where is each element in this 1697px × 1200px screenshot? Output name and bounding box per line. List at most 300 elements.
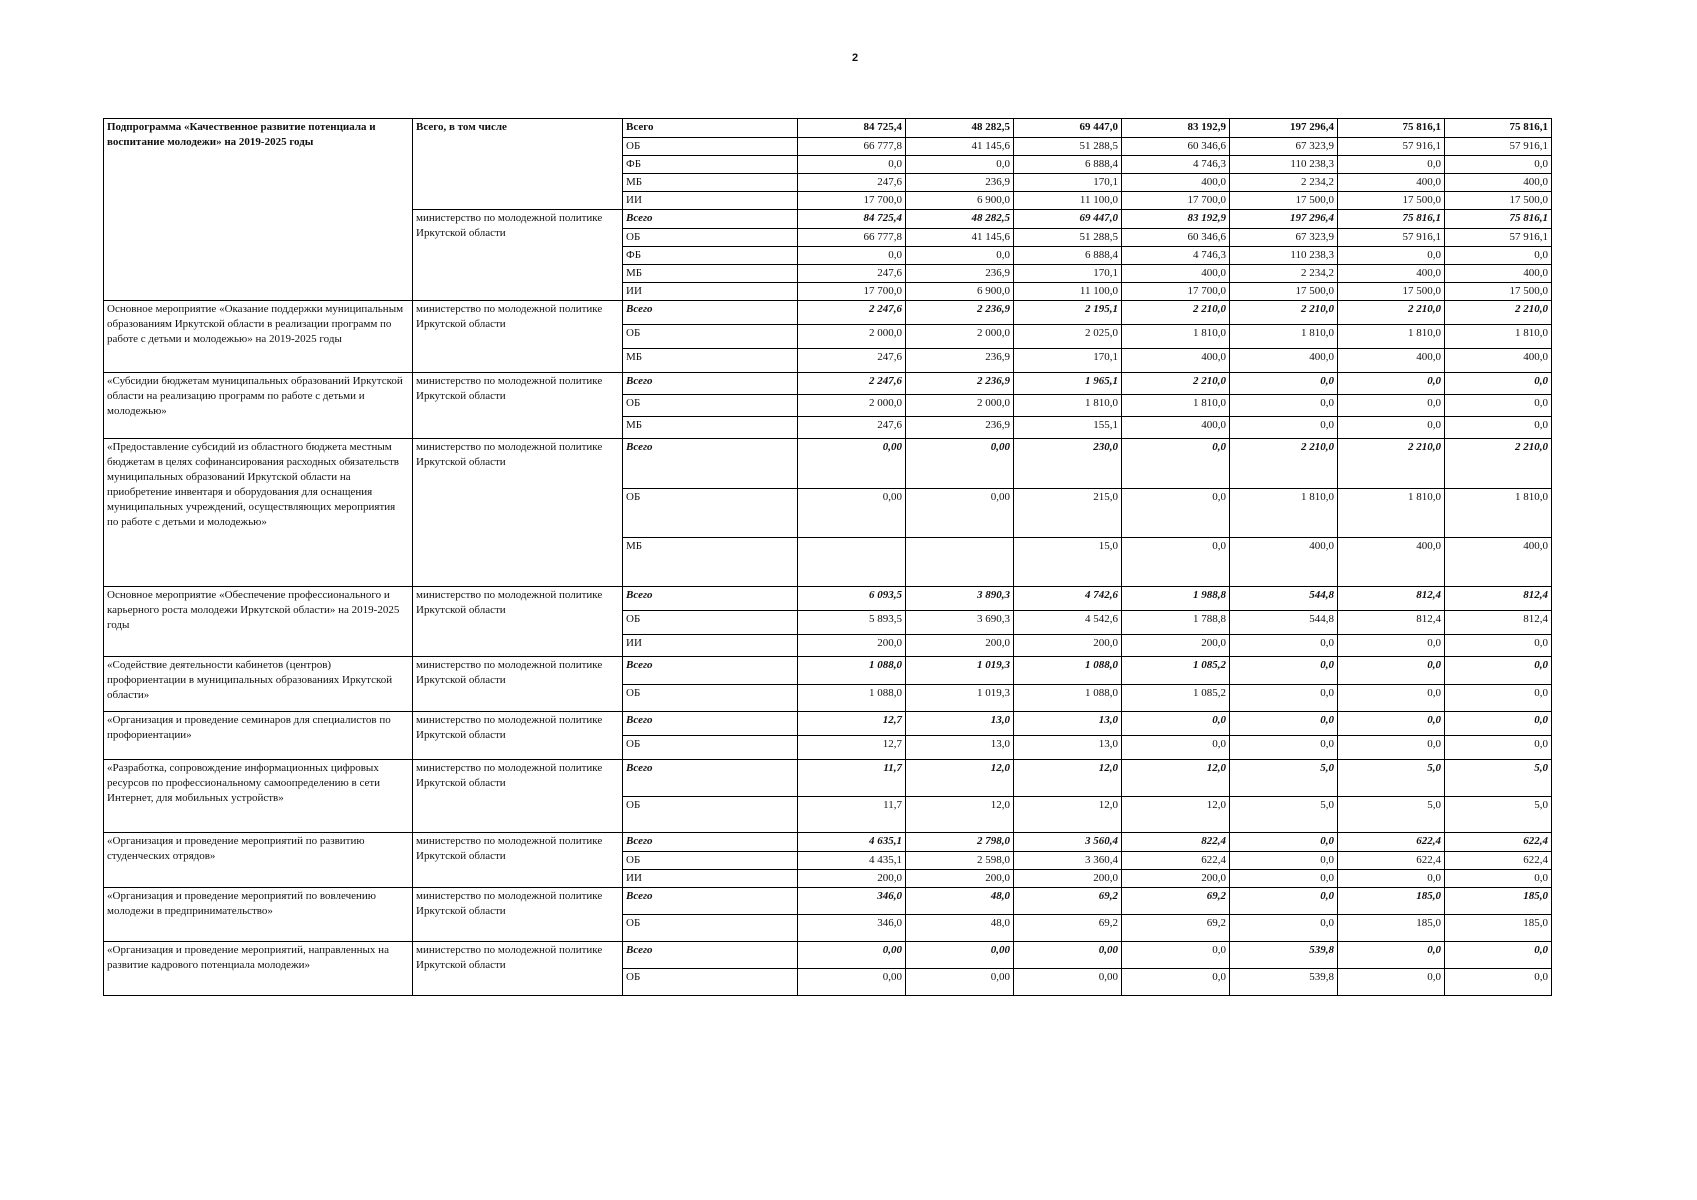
table-row	[104, 712, 1552, 736]
value-cell: 48 282,5	[906, 210, 1014, 229]
table-row	[104, 301, 1552, 325]
funding-source: МБ	[623, 417, 798, 439]
value-cell: 48,0	[906, 915, 1014, 942]
funding-source: Всего	[623, 657, 798, 685]
value-cell: 0,00	[798, 969, 906, 996]
value-cell: 3 690,3	[906, 611, 1014, 635]
value-cell: 2 000,0	[798, 395, 906, 417]
budget-table	[103, 118, 1552, 996]
value-cell: 0,0	[1122, 439, 1230, 489]
value-cell: 69,2	[1014, 915, 1122, 942]
value-cell: 2 000,0	[798, 325, 906, 349]
value-cell: 0,00	[798, 439, 906, 489]
value-cell: 11,7	[798, 760, 906, 797]
value-cell: 1 088,0	[798, 685, 906, 712]
row-executor: министерство по молодежной политике Иркутской области	[413, 301, 623, 373]
value-cell: 6 900,0	[906, 283, 1014, 301]
funding-source: Всего	[623, 439, 798, 489]
value-cell: 2 025,0	[1014, 325, 1122, 349]
value-cell: 812,4	[1338, 587, 1445, 611]
value-cell: 400,0	[1445, 265, 1552, 283]
value-cell: 2 210,0	[1122, 301, 1230, 325]
value-cell: 0,0	[1230, 852, 1338, 870]
funding-source: ОБ	[623, 685, 798, 712]
value-cell: 4 635,1	[798, 833, 906, 852]
value-cell: 12,0	[1014, 797, 1122, 833]
value-cell: 51 288,5	[1014, 138, 1122, 156]
value-cell: 0,0	[1445, 156, 1552, 174]
row-executor: министерство по молодежной политике Иркутской области	[413, 712, 623, 760]
value-cell: 400,0	[1122, 265, 1230, 283]
value-cell: 346,0	[798, 915, 906, 942]
value-cell: 12,0	[906, 760, 1014, 797]
value-cell: 197 296,4	[1230, 119, 1338, 138]
funding-source: Всего	[623, 760, 798, 797]
table-row	[104, 942, 1552, 969]
value-cell: 6 888,4	[1014, 156, 1122, 174]
value-cell: 0,0	[1230, 712, 1338, 736]
value-cell: 2 000,0	[906, 325, 1014, 349]
value-cell: 2 210,0	[1230, 439, 1338, 489]
value-cell: 1 019,3	[906, 685, 1014, 712]
value-cell: 57 916,1	[1338, 138, 1445, 156]
value-cell: 0,0	[1338, 657, 1445, 685]
value-cell: 5,0	[1338, 797, 1445, 833]
value-cell: 0,0	[1445, 969, 1552, 996]
table-row	[104, 119, 1552, 138]
value-cell: 4 435,1	[798, 852, 906, 870]
row-executor: министерство по молодежной политике Иркутской области	[413, 587, 623, 657]
value-cell: 236,9	[906, 417, 1014, 439]
value-cell: 622,4	[1338, 852, 1445, 870]
funding-source: Всего	[623, 210, 798, 229]
funding-source: ОБ	[623, 325, 798, 349]
value-cell: 83 192,9	[1122, 119, 1230, 138]
value-cell: 0,0	[1338, 685, 1445, 712]
value-cell: 3 360,4	[1014, 852, 1122, 870]
value-cell: 197 296,4	[1230, 210, 1338, 229]
value-cell: 2 210,0	[1122, 373, 1230, 395]
value-cell: 0,0	[1445, 942, 1552, 969]
funding-source: ОБ	[623, 489, 798, 538]
value-cell: 1 810,0	[1338, 325, 1445, 349]
value-cell: 622,4	[1122, 852, 1230, 870]
funding-source: Всего	[623, 833, 798, 852]
value-cell: 5,0	[1230, 797, 1338, 833]
value-cell: 60 346,6	[1122, 229, 1230, 247]
table-body	[104, 119, 1552, 996]
value-cell: 0,0	[1445, 685, 1552, 712]
funding-source: Всего	[623, 119, 798, 138]
value-cell: 2 247,6	[798, 373, 906, 395]
value-cell: 230,0	[1014, 439, 1122, 489]
value-cell: 0,0	[1338, 712, 1445, 736]
value-cell: 247,6	[798, 265, 906, 283]
value-cell: 0,00	[798, 489, 906, 538]
value-cell: 1 088,0	[1014, 685, 1122, 712]
value-cell: 84 725,4	[798, 210, 906, 229]
value-cell: 0,00	[1014, 969, 1122, 996]
value-cell: 2 000,0	[906, 395, 1014, 417]
value-cell: 346,0	[798, 888, 906, 915]
value-cell: 4 742,6	[1014, 587, 1122, 611]
value-cell: 66 777,8	[798, 138, 906, 156]
funding-source: Всего	[623, 587, 798, 611]
value-cell: 60 346,6	[1122, 138, 1230, 156]
funding-source: ИИ	[623, 870, 798, 888]
value-cell: 0,0	[1230, 888, 1338, 915]
value-cell: 69,2	[1122, 915, 1230, 942]
value-cell: 400,0	[1445, 538, 1552, 587]
value-cell: 17 500,0	[1230, 192, 1338, 210]
value-cell: 5,0	[1230, 760, 1338, 797]
row-executor: Всего, в том числе	[413, 119, 623, 210]
value-cell: 0,0	[1230, 417, 1338, 439]
value-cell: 6 900,0	[906, 192, 1014, 210]
value-cell: 0,00	[1014, 942, 1122, 969]
value-cell: 0,0	[1230, 870, 1338, 888]
value-cell: 0,0	[1122, 489, 1230, 538]
value-cell: 2 210,0	[1445, 439, 1552, 489]
value-cell: 1 810,0	[1230, 489, 1338, 538]
value-cell: 0,0	[1338, 736, 1445, 760]
value-cell: 5,0	[1338, 760, 1445, 797]
value-cell: 0,0	[1445, 635, 1552, 657]
value-cell: 67 323,9	[1230, 138, 1338, 156]
value-cell: 17 700,0	[798, 192, 906, 210]
value-cell: 0,00	[906, 969, 1014, 996]
table-row	[104, 657, 1552, 685]
row-name: «Организация и проведение семинаров для специалистов по профориентации»	[104, 712, 413, 760]
funding-source: ОБ	[623, 611, 798, 635]
value-cell: 0,0	[1445, 870, 1552, 888]
value-cell: 812,4	[1338, 611, 1445, 635]
value-cell: 185,0	[1338, 888, 1445, 915]
value-cell: 170,1	[1014, 174, 1122, 192]
funding-source: ОБ	[623, 797, 798, 833]
value-cell: 0,0	[1230, 736, 1338, 760]
value-cell: 41 145,6	[906, 138, 1014, 156]
value-cell: 0,0	[1338, 635, 1445, 657]
value-cell: 75 816,1	[1445, 119, 1552, 138]
funding-source: ОБ	[623, 736, 798, 760]
value-cell: 0,0	[1230, 635, 1338, 657]
value-cell: 11,7	[798, 797, 906, 833]
value-cell: 400,0	[1122, 349, 1230, 373]
value-cell: 400,0	[1122, 174, 1230, 192]
row-executor: министерство по молодежной политике Иркутской области	[413, 210, 623, 301]
value-cell: 5,0	[1445, 797, 1552, 833]
value-cell: 0,0	[1338, 969, 1445, 996]
value-cell: 200,0	[1014, 870, 1122, 888]
value-cell: 0,0	[1122, 969, 1230, 996]
value-cell: 17 500,0	[1445, 192, 1552, 210]
row-executor: министерство по молодежной политике Иркутской области	[413, 657, 623, 712]
value-cell	[906, 538, 1014, 587]
value-cell: 75 816,1	[1445, 210, 1552, 229]
value-cell: 110 238,3	[1230, 156, 1338, 174]
value-cell: 11 100,0	[1014, 283, 1122, 301]
value-cell: 0,0	[1338, 870, 1445, 888]
value-cell: 0,0	[1445, 247, 1552, 265]
value-cell: 12,7	[798, 736, 906, 760]
value-cell: 400,0	[1230, 538, 1338, 587]
value-cell: 2 234,2	[1230, 174, 1338, 192]
value-cell: 236,9	[906, 265, 1014, 283]
value-cell: 0,0	[1338, 395, 1445, 417]
value-cell: 185,0	[1338, 915, 1445, 942]
value-cell: 1 019,3	[906, 657, 1014, 685]
value-cell: 0,0	[906, 156, 1014, 174]
funding-source: ОБ	[623, 852, 798, 870]
value-cell: 1 788,8	[1122, 611, 1230, 635]
value-cell: 812,4	[1445, 611, 1552, 635]
value-cell: 1 085,2	[1122, 657, 1230, 685]
funding-source: ОБ	[623, 915, 798, 942]
value-cell: 12,0	[1122, 760, 1230, 797]
funding-source: МБ	[623, 538, 798, 587]
value-cell: 1 085,2	[1122, 685, 1230, 712]
value-cell: 2 210,0	[1445, 301, 1552, 325]
value-cell: 51 288,5	[1014, 229, 1122, 247]
value-cell: 0,00	[798, 942, 906, 969]
value-cell: 1 988,8	[1122, 587, 1230, 611]
value-cell: 57 916,1	[1445, 138, 1552, 156]
value-cell: 0,0	[1445, 657, 1552, 685]
row-name: «Разработка, сопровождение информационных цифровых ресурсов по профессиональному самоопределению в сети Интернет, для мобильных устройств»	[104, 760, 413, 833]
value-cell: 2 798,0	[906, 833, 1014, 852]
funding-source: Всего	[623, 373, 798, 395]
value-cell: 0,0	[1338, 942, 1445, 969]
value-cell: 13,0	[1014, 712, 1122, 736]
funding-source: ОБ	[623, 229, 798, 247]
value-cell: 215,0	[1014, 489, 1122, 538]
value-cell: 6 888,4	[1014, 247, 1122, 265]
table-row	[104, 760, 1552, 797]
value-cell: 12,0	[906, 797, 1014, 833]
value-cell: 236,9	[906, 349, 1014, 373]
value-cell: 0,0	[798, 247, 906, 265]
value-cell: 822,4	[1122, 833, 1230, 852]
row-executor: министерство по молодежной политике Иркутской области	[413, 760, 623, 833]
table-row	[104, 833, 1552, 852]
row-name: «Предоставление субсидий из областного бюджета местным бюджетам в целях софинансирования расходных обязательств муниципальных образований Иркутской области на приобретение инвентаря и оборудования для оснащения муниципальных учреждений, осуществляющих мероприятия по работе с детьми и молодежью»	[104, 439, 413, 587]
value-cell: 17 700,0	[798, 283, 906, 301]
value-cell: 400,0	[1338, 349, 1445, 373]
value-cell: 1 088,0	[1014, 657, 1122, 685]
row-executor: министерство по молодежной политике Иркутской области	[413, 888, 623, 942]
value-cell: 400,0	[1338, 538, 1445, 587]
value-cell: 12,0	[1014, 760, 1122, 797]
row-name: «Организация и проведение мероприятий по развитию студенческих отрядов»	[104, 833, 413, 888]
value-cell: 0,0	[1445, 395, 1552, 417]
value-cell: 0,0	[1338, 156, 1445, 174]
value-cell: 17 700,0	[1122, 283, 1230, 301]
value-cell: 2 234,2	[1230, 265, 1338, 283]
value-cell: 200,0	[1014, 635, 1122, 657]
value-cell: 200,0	[906, 635, 1014, 657]
value-cell: 400,0	[1445, 174, 1552, 192]
value-cell: 0,0	[1445, 712, 1552, 736]
value-cell: 0,00	[906, 942, 1014, 969]
funding-source: МБ	[623, 349, 798, 373]
value-cell: 1 810,0	[1122, 395, 1230, 417]
value-cell: 57 916,1	[1445, 229, 1552, 247]
value-cell: 13,0	[1014, 736, 1122, 760]
value-cell: 1 810,0	[1014, 395, 1122, 417]
value-cell: 0,0	[1338, 247, 1445, 265]
table-row	[104, 587, 1552, 611]
value-cell: 1 810,0	[1445, 489, 1552, 538]
value-cell: 0,0	[1445, 417, 1552, 439]
funding-source: ИИ	[623, 192, 798, 210]
value-cell: 0,0	[1122, 712, 1230, 736]
value-cell: 84 725,4	[798, 119, 906, 138]
value-cell: 247,6	[798, 417, 906, 439]
row-name: «Организация и проведение мероприятий по вовлечению молодежи в предпринимательство»	[104, 888, 413, 942]
funding-source: Всего	[623, 888, 798, 915]
value-cell: 2 598,0	[906, 852, 1014, 870]
funding-source: МБ	[623, 174, 798, 192]
value-cell: 155,1	[1014, 417, 1122, 439]
value-cell: 622,4	[1445, 833, 1552, 852]
value-cell: 12,0	[1122, 797, 1230, 833]
value-cell: 544,8	[1230, 611, 1338, 635]
value-cell: 11 100,0	[1014, 192, 1122, 210]
value-cell: 185,0	[1445, 888, 1552, 915]
value-cell: 0,0	[1230, 915, 1338, 942]
value-cell: 0,0	[1122, 538, 1230, 587]
table-row	[104, 888, 1552, 915]
value-cell: 200,0	[798, 870, 906, 888]
value-cell: 17 500,0	[1445, 283, 1552, 301]
value-cell: 400,0	[1338, 265, 1445, 283]
funding-source: ОБ	[623, 395, 798, 417]
value-cell: 0,00	[906, 489, 1014, 538]
value-cell: 5,0	[1445, 760, 1552, 797]
value-cell: 67 323,9	[1230, 229, 1338, 247]
value-cell: 0,0	[1230, 685, 1338, 712]
funding-source: МБ	[623, 265, 798, 283]
value-cell: 400,0	[1445, 349, 1552, 373]
value-cell: 200,0	[798, 635, 906, 657]
value-cell	[798, 538, 906, 587]
value-cell: 83 192,9	[1122, 210, 1230, 229]
value-cell: 17 700,0	[1122, 192, 1230, 210]
row-executor: министерство по молодежной политике Иркутской области	[413, 833, 623, 888]
value-cell: 0,0	[1445, 373, 1552, 395]
funding-source: Всего	[623, 712, 798, 736]
value-cell: 539,8	[1230, 969, 1338, 996]
value-cell: 4 542,6	[1014, 611, 1122, 635]
value-cell: 247,6	[798, 174, 906, 192]
row-executor: министерство по молодежной политике Иркутской области	[413, 439, 623, 587]
value-cell: 57 916,1	[1338, 229, 1445, 247]
value-cell: 236,9	[906, 174, 1014, 192]
value-cell: 4 746,3	[1122, 247, 1230, 265]
value-cell: 69,2	[1014, 888, 1122, 915]
funding-source: ФБ	[623, 247, 798, 265]
value-cell: 622,4	[1338, 833, 1445, 852]
value-cell: 2 236,9	[906, 373, 1014, 395]
value-cell: 13,0	[906, 736, 1014, 760]
value-cell: 110 238,3	[1230, 247, 1338, 265]
value-cell: 170,1	[1014, 349, 1122, 373]
value-cell: 539,8	[1230, 942, 1338, 969]
row-executor: министерство по молодежной политике Иркутской области	[413, 942, 623, 996]
value-cell: 247,6	[798, 349, 906, 373]
value-cell: 200,0	[906, 870, 1014, 888]
value-cell: 13,0	[906, 712, 1014, 736]
value-cell: 2 195,1	[1014, 301, 1122, 325]
row-name: «Организация и проведение мероприятий, направленных на развитие кадрового потенциала молодежи»	[104, 942, 413, 996]
value-cell: 0,0	[1122, 942, 1230, 969]
value-cell: 69 447,0	[1014, 210, 1122, 229]
value-cell: 1 965,1	[1014, 373, 1122, 395]
value-cell: 812,4	[1445, 587, 1552, 611]
row-name: Подпрограмма «Качественное развитие потенциала и воспитание молодежи» на 2019-2025 годы	[104, 119, 413, 301]
value-cell: 1 810,0	[1338, 489, 1445, 538]
row-executor: министерство по молодежной политике Иркутской области	[413, 373, 623, 439]
value-cell: 0,0	[1338, 417, 1445, 439]
value-cell: 0,00	[906, 439, 1014, 489]
value-cell: 48,0	[906, 888, 1014, 915]
value-cell: 1 810,0	[1122, 325, 1230, 349]
value-cell: 2 247,6	[798, 301, 906, 325]
value-cell: 3 890,3	[906, 587, 1014, 611]
value-cell: 41 145,6	[906, 229, 1014, 247]
value-cell: 0,0	[1230, 395, 1338, 417]
value-cell: 544,8	[1230, 587, 1338, 611]
value-cell: 1 810,0	[1230, 325, 1338, 349]
row-name: Основное мероприятие «Оказание поддержки муниципальным образованиям Иркутской области в реализации программ по работе с детьми и молодежью» на 2019-2025 годы	[104, 301, 413, 373]
value-cell: 0,0	[1230, 657, 1338, 685]
funding-source: ИИ	[623, 283, 798, 301]
value-cell: 17 500,0	[1338, 192, 1445, 210]
value-cell: 400,0	[1338, 174, 1445, 192]
value-cell: 2 236,9	[906, 301, 1014, 325]
funding-source: Всего	[623, 301, 798, 325]
value-cell: 0,0	[1230, 833, 1338, 852]
value-cell: 170,1	[1014, 265, 1122, 283]
value-cell: 1 088,0	[798, 657, 906, 685]
page-number: 2	[851, 52, 859, 64]
value-cell: 69 447,0	[1014, 119, 1122, 138]
value-cell: 0,0	[1122, 736, 1230, 760]
value-cell: 4 746,3	[1122, 156, 1230, 174]
value-cell: 75 816,1	[1338, 210, 1445, 229]
value-cell: 400,0	[1230, 349, 1338, 373]
value-cell: 0,0	[1445, 736, 1552, 760]
row-name: Основное мероприятие «Обеспечение профессионального и карьерного роста молодежи Иркутской области» на 2019-2025 годы	[104, 587, 413, 657]
value-cell: 185,0	[1445, 915, 1552, 942]
funding-source: ФБ	[623, 156, 798, 174]
value-cell: 3 560,4	[1014, 833, 1122, 852]
value-cell: 0,0	[798, 156, 906, 174]
value-cell: 69,2	[1122, 888, 1230, 915]
funding-source: ИИ	[623, 635, 798, 657]
value-cell: 5 893,5	[798, 611, 906, 635]
funding-source: Всего	[623, 942, 798, 969]
value-cell: 0,0	[1230, 373, 1338, 395]
value-cell: 48 282,5	[906, 119, 1014, 138]
value-cell: 400,0	[1122, 417, 1230, 439]
value-cell: 12,7	[798, 712, 906, 736]
value-cell: 200,0	[1122, 870, 1230, 888]
value-cell: 15,0	[1014, 538, 1122, 587]
value-cell: 1 810,0	[1445, 325, 1552, 349]
funding-source: ОБ	[623, 138, 798, 156]
